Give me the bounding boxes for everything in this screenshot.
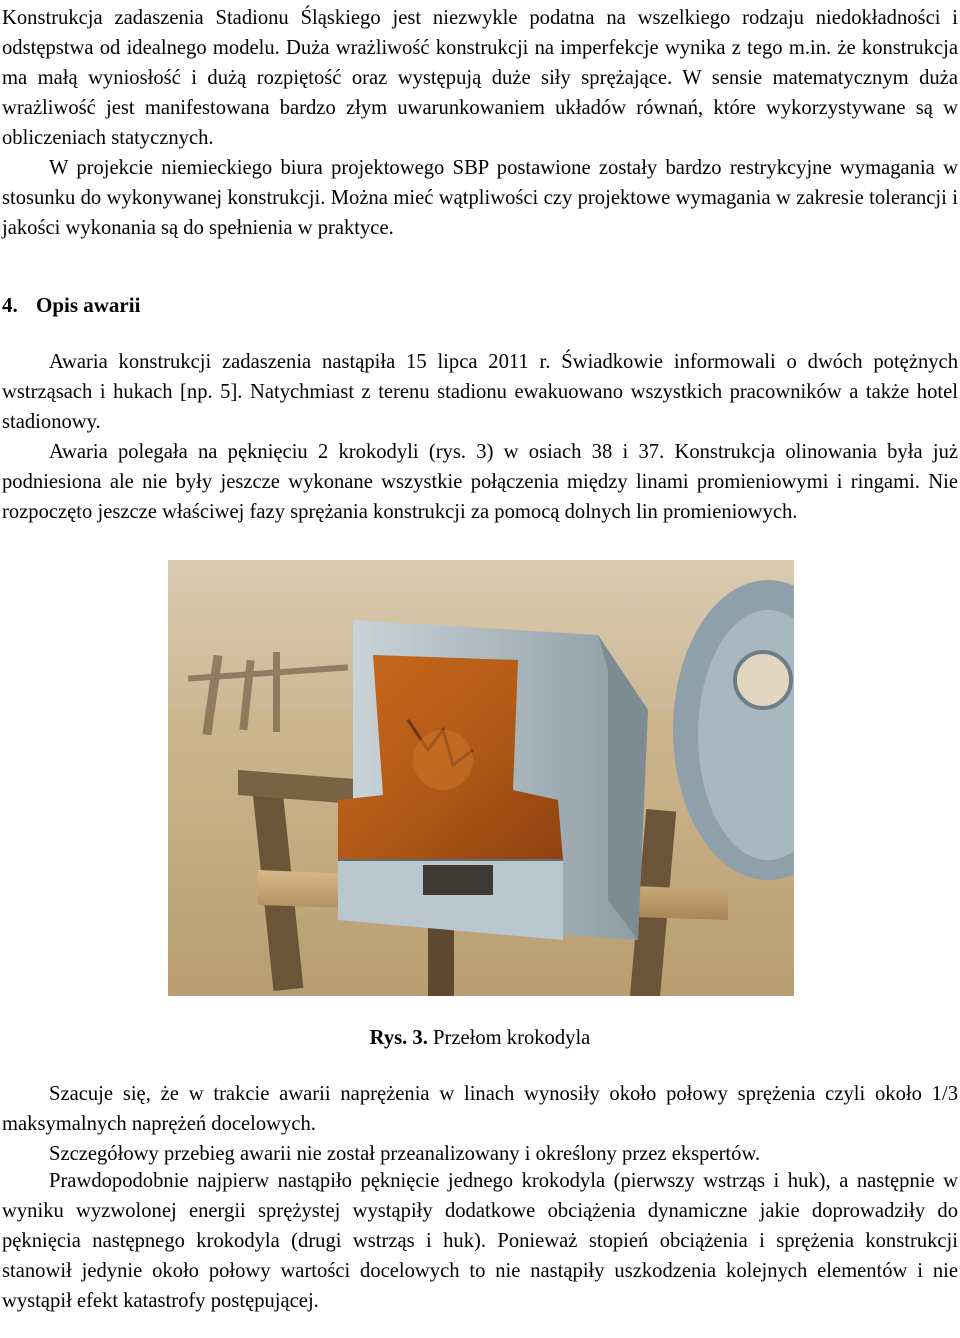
failure-paragraph-1: Awaria konstrukcji zadaszenia nastąpiła 15 lipca 2011 r. Świadkowie informowali o dwóch potężnych wstrząsach i hukach [np. 5]. Natychmiast z terenu stadionu ewakuowano wszystkich pracowników a także hotel stadionowy.: [2, 351, 958, 433]
design-requirements-paragraph: W projekcie niemieckiego biura projektowego SBP postawione zostały bardzo restrykcyjne wymagania w stosunku do wykonywanej konstrukcji. Można mieć wątpliwości czy projektowe wymagania w zakresie tolerancji i jakości wykonania są do spełnienia w praktyce.: [2, 157, 958, 239]
section-title: Opis awarii: [36, 293, 141, 317]
section-heading: [2, 290, 140, 320]
figure-caption: [0, 1023, 960, 1053]
intro-paragraph: Konstrukcja zadaszenia Stadionu Śląskiego jest niezwykle podatna na wszelkiego rodzaju niedokładności i odstępstwa od idealnego modelu. Duża wrażliwość konstrukcji na imperfekcje wynika z tego m.in. że konstrukcja ma małą wyniosłość i dużą rozpiętość oraz występują duże siły sprężające. W sensie matematycznym duża wrażliwość jest manifestowana bardzo złym uwarunkowaniem układów równań, które wykorzystywane są w obliczeniach statycznych.: [2, 7, 958, 149]
sequence-paragraph: Prawdopodobnie najpierw nastąpiło pęknięcie jednego krokodyla (pierwszy wstrząs i huk), a następnie w wyniku wyzwolonej energii sprężystej wystąpiły dodatkowe obciążenia dynamiczne jakie doprowadziły do pęknięcia następnego krokodyla (drugi wstrząs i huk). Ponieważ stopień obciążenia i sprężenia konstrukcji stanowił jedynie około połowy wartości docelowych to nie nastąpiły uszkodzenia kolejnych elementów i nie wystąpił efekt katastrofy postępującej.: [2, 1170, 958, 1312]
figure-caption-text: Przełom krokodyla: [433, 1027, 591, 1049]
figure-label: Rys. 3.: [369, 1027, 428, 1049]
failure-paragraph-2: Awaria polegała na pęknięciu 2 krokodyli (rys. 3) w osiach 38 i 37. Konstrukcja olinowania była już podniesiona ale nie były jeszcze wykonane wszystkie połączenia między linami promieniowymi i ringami. Nie rozpoczęto jeszcze właściwej fazy sprężania konstrukcji za pomocą dolnych lin promieniowych.: [2, 441, 958, 523]
section-number: 4.: [2, 293, 18, 317]
fracture-photo-drawing: [168, 560, 794, 996]
fracture-photo: [168, 560, 794, 996]
estimate-paragraph: Szacuje się, że w trakcie awarii naprężenia w linach wynosiły około połowy sprężenia czyli około 1/3 maksymalnych naprężeń docelowych.: [2, 1083, 958, 1135]
analysis-paragraph: Szczegółowy przebieg awarii nie został przeanalizowany i określony przez ekspertów.: [49, 1143, 761, 1165]
